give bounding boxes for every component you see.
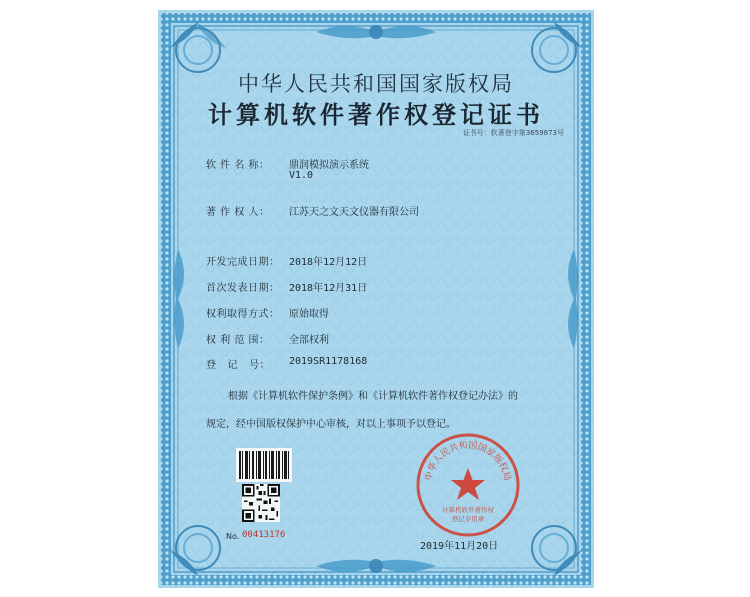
field-label-registration-number: 登 记 号：	[206, 360, 271, 371]
statement-line-2: 规定，经中国版权保护中心审核，对以上事项予以登记。	[206, 419, 456, 430]
certificate-title: 计算机软件著作权登记证书	[208, 101, 544, 129]
field-label-completion-date: 开发完成日期：	[206, 257, 280, 268]
issue-date: 2019年11月20日	[420, 541, 499, 552]
statement-line-1: 根据《计算机软件保护条例》和《计算机软件著作权登记办法》的	[228, 391, 518, 402]
field-value-copyright-owner: 江苏天之文天文仪器有限公司	[289, 207, 419, 218]
field-value-completion-date: 2018年12月12日	[289, 257, 368, 268]
field-label-copyright-owner: 著 作 权 人：	[206, 207, 270, 218]
svg-text:计算机软件著作权: 计算机软件著作权	[442, 506, 494, 514]
field-value-publication-date: 2018年12月31日	[289, 283, 368, 294]
official-seal-icon	[413, 430, 523, 540]
field-value-version: V1.0	[289, 170, 314, 181]
field-label-publication-date: 首次发表日期：	[206, 283, 280, 294]
field-label-rights-scope: 权 利 范 围：	[206, 335, 270, 346]
issuing-authority: 中华人民共和国国家版权局	[238, 72, 514, 96]
certificate	[158, 10, 594, 588]
field-value-acquisition-method: 原始取得	[289, 309, 329, 320]
field-value-rights-scope: 全部权利	[289, 335, 329, 346]
certificate-number: 证书号：软著登字第3659873号	[462, 129, 564, 137]
field-label-software-name: 软 件 名 称：	[206, 160, 270, 171]
field-value-registration-number: 2019SR1178168	[289, 356, 368, 367]
barcode-icon	[236, 448, 292, 482]
field-label-acquisition-method: 权利取得方式：	[206, 309, 280, 320]
svg-text:登记专用章: 登记专用章	[451, 515, 485, 523]
qr-code-icon	[242, 484, 280, 522]
svg-text:中华人民共和国国家版权局: 中华人民共和国国家版权局	[424, 440, 512, 482]
field-value-software-name: 鼎润模拟演示系统	[289, 160, 369, 171]
serial-number: 00413176	[242, 530, 286, 540]
serial-number-label: No.	[226, 532, 240, 541]
